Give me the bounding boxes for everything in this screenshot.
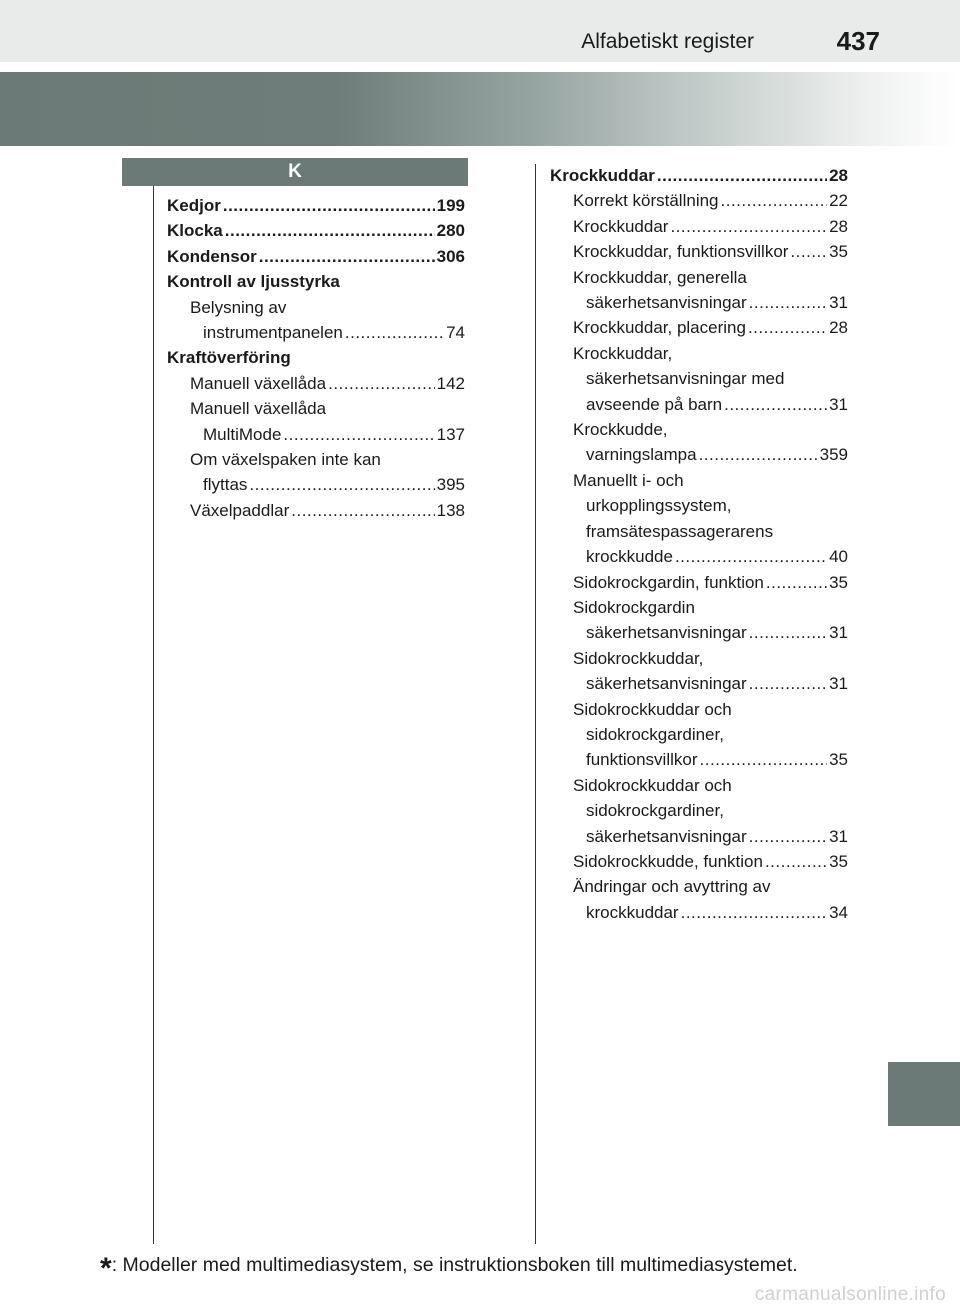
- dot-leader: [699, 442, 818, 467]
- index-entry-label: Krockkuddar: [573, 216, 669, 236]
- dot-leader: [700, 747, 828, 772]
- dot-leader: [681, 900, 827, 925]
- running-header-title: Alfabetiskt register: [581, 30, 754, 53]
- footnote-marker: *: [100, 1252, 112, 1285]
- dot-leader: [328, 371, 435, 396]
- index-entry: [550, 163, 848, 188]
- index-entry-label: säkerhetsanvisningar: [586, 826, 747, 846]
- index-entry: [167, 472, 465, 497]
- index-page-ref: 138: [436, 500, 465, 520]
- index-entry-label: Sidokrockkudde, funktion: [573, 851, 763, 871]
- index-entry: [167, 218, 465, 243]
- index-entry-label: Klocka: [167, 221, 223, 241]
- index-line: säkerhetsanvisningar med: [586, 369, 785, 389]
- header-bar: [0, 0, 960, 62]
- index-entry-label: krockkuddar: [586, 902, 679, 922]
- dot-leader: [749, 671, 827, 696]
- index-entry: [550, 849, 848, 874]
- index-entry: [550, 824, 848, 849]
- watermark: carmanualsonline.info: [754, 1284, 946, 1305]
- index-entry-label: MultiMode: [203, 424, 282, 444]
- index-page-ref: 40: [829, 547, 848, 567]
- index-entry-label: varningslampa: [586, 445, 697, 465]
- dot-leader: [749, 290, 827, 315]
- index-line: Krockkuddar,: [573, 343, 673, 363]
- index-line: Belysning av: [190, 297, 287, 317]
- dot-leader: [721, 188, 828, 213]
- index-line: Sidokrockkuddar,: [573, 648, 704, 668]
- index-entry-label: instrumentpanelen: [203, 323, 343, 343]
- dot-leader: [345, 320, 444, 345]
- dot-leader: [259, 244, 435, 269]
- index-line: Krockkuddar, generella: [573, 267, 747, 287]
- footnote: [100, 1252, 870, 1286]
- index-entry-label: Växelpaddlar: [190, 500, 290, 520]
- index-line: Sidokrockgardin: [573, 597, 695, 617]
- index-entry-label: Kedjor: [167, 196, 221, 215]
- index-page-ref: 280: [436, 221, 465, 241]
- index-entry: [550, 290, 848, 315]
- index-entry: [550, 900, 848, 925]
- index-entry: [550, 671, 848, 696]
- index-entry: [167, 371, 465, 396]
- index-line: sidokrockgardiner,: [586, 724, 724, 744]
- index-entry: [167, 422, 465, 447]
- index-line: Om växelspaken inte kan: [190, 450, 381, 470]
- index-page-ref: 28: [829, 216, 848, 236]
- index-entry-label: Sidokrockgardin, funktion: [573, 572, 764, 592]
- index-page-ref: 142: [436, 373, 465, 393]
- index-entry: [550, 214, 848, 239]
- index-line: urkopplingssystem,: [586, 496, 732, 516]
- index-page-ref: 306: [436, 246, 465, 266]
- index-page-ref: 31: [829, 674, 848, 694]
- index-page-ref: 74: [446, 323, 465, 343]
- index-page-ref: 34: [829, 902, 848, 922]
- index-entry-label: Manuell växellåda: [190, 373, 327, 393]
- index-page-ref: 35: [829, 750, 848, 770]
- index-page-ref: 31: [829, 826, 848, 846]
- index-line: Manuellt i- och: [573, 470, 684, 490]
- index-line: sidokrockgardiner,: [586, 801, 724, 821]
- index-page-ref: 31: [829, 293, 848, 313]
- index-page-ref: 28: [829, 318, 848, 338]
- index-entry-label: avseende på barn: [586, 394, 723, 414]
- dot-leader: [225, 218, 435, 243]
- index-entry: [550, 392, 848, 417]
- index-entry: [550, 620, 848, 645]
- dot-leader: [749, 620, 827, 645]
- index-entry-label: Krockkuddar, funktionsvillkor: [573, 242, 789, 262]
- index-entry-label: Krockkuddar: [550, 166, 655, 185]
- index-side-tab: [888, 1062, 960, 1126]
- index-column-right: [550, 163, 848, 925]
- index-page-ref: 31: [829, 394, 848, 414]
- dot-leader: [670, 214, 827, 239]
- index-entry-label: flyttas: [203, 475, 248, 495]
- dot-leader: [223, 193, 435, 218]
- index-page-ref: 28: [829, 166, 848, 185]
- dot-leader: [249, 472, 434, 497]
- dot-leader: [291, 498, 434, 523]
- footnote-text: : Modeller med multimediasystem, se instruktionsboken till multimediasystemet.: [111, 1254, 798, 1276]
- index-entry: [167, 320, 465, 345]
- index-entry-label: säkerhetsanvisningar: [586, 674, 747, 694]
- index-entry: [167, 244, 465, 269]
- dot-leader: [675, 544, 827, 569]
- index-heading: Kontroll av ljusstyrka: [167, 272, 340, 292]
- index-line: Sidokrockkuddar och: [573, 699, 732, 719]
- index-page-ref: 35: [829, 242, 848, 262]
- index-entry-label: Kondensor: [167, 246, 257, 266]
- index-entry-label: funktionsvillkor: [586, 750, 698, 770]
- index-line: Ändringar och avyttring av: [573, 877, 771, 897]
- index-entry-label: Korrekt körställning: [573, 191, 719, 211]
- index-entry-label: säkerhetsanvisningar: [586, 293, 747, 313]
- index-entry: [550, 315, 848, 340]
- index-line: Sidokrockkuddar och: [573, 775, 732, 795]
- index-page-ref: 31: [829, 623, 848, 643]
- index-line: framsätespassagerarens: [586, 521, 774, 541]
- dot-leader: [724, 392, 827, 417]
- index-page-ref: 359: [819, 445, 848, 465]
- index-entry: [550, 442, 848, 467]
- dot-leader: [790, 239, 827, 264]
- dot-leader: [766, 570, 827, 595]
- index-entry: [167, 498, 465, 523]
- index-entry-label: säkerhetsanvisningar: [586, 623, 747, 643]
- index-page-ref: 22: [829, 191, 848, 211]
- index-entry: [167, 193, 465, 218]
- index-page-ref: 35: [829, 572, 848, 592]
- index-column-left: [167, 193, 465, 523]
- index-page-ref: 395: [436, 475, 465, 495]
- index-entry: [550, 747, 848, 772]
- dot-leader: [657, 163, 827, 188]
- column-divider: [535, 164, 536, 1244]
- index-entry: [550, 239, 848, 264]
- index-page-ref: 199: [436, 196, 465, 215]
- dot-leader: [283, 422, 434, 447]
- dot-leader: [749, 824, 827, 849]
- index-entry: [550, 544, 848, 569]
- page-number: 437: [836, 26, 880, 56]
- index-entry: [550, 570, 848, 595]
- index-line: Krockkudde,: [573, 420, 668, 440]
- left-column-rule: [153, 186, 154, 1244]
- index-entry: [550, 188, 848, 213]
- dot-leader: [748, 315, 827, 340]
- index-heading: Kraftöverföring: [167, 348, 291, 368]
- dot-leader: [765, 849, 827, 874]
- index-page-ref: 35: [829, 851, 848, 871]
- header-gradient-band: [0, 72, 960, 146]
- index-entry-label: krockkudde: [586, 547, 673, 567]
- section-letter-bar: K: [122, 158, 468, 186]
- index-entry-label: Krockkuddar, placering: [573, 318, 746, 338]
- index-page-ref: 137: [436, 424, 465, 444]
- index-line: Manuell växellåda: [190, 399, 327, 419]
